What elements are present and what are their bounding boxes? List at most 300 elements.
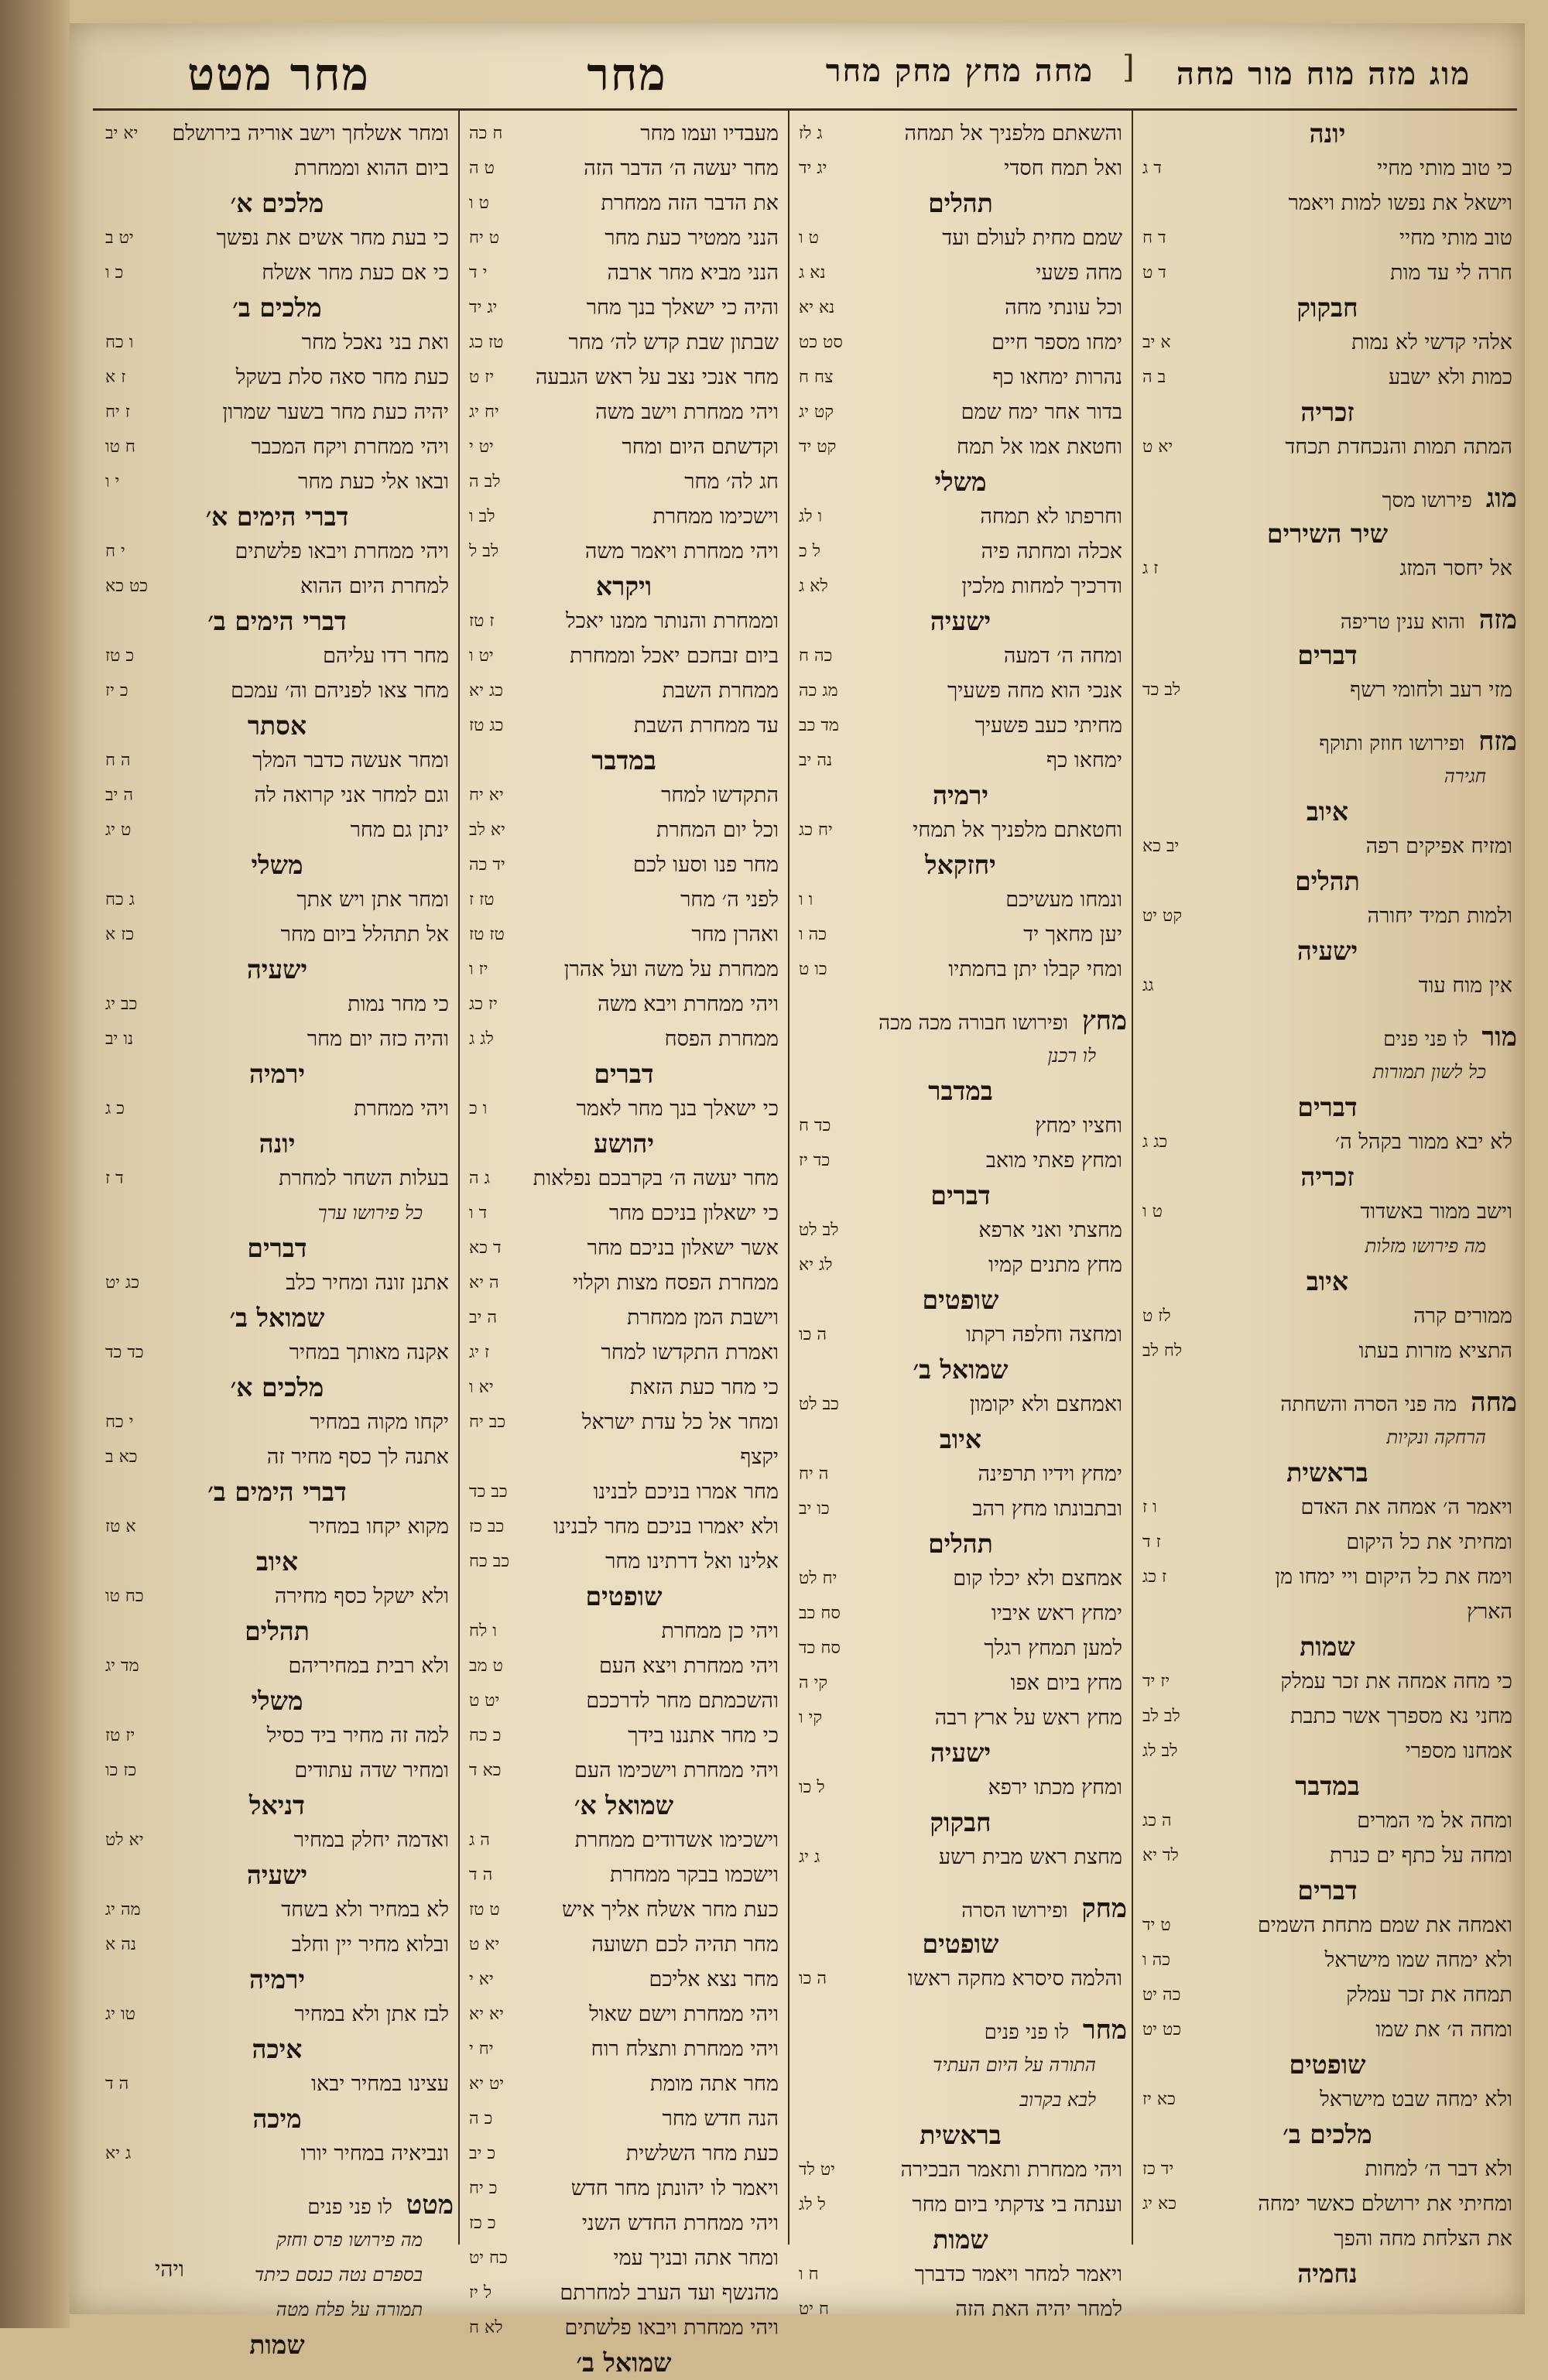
- citation-text: ימחץ וידיו תרפינה: [978, 1462, 1122, 1486]
- verse-reference: כא יג: [1142, 2194, 1176, 2214]
- verse-reference: לב לב: [1142, 1707, 1180, 1726]
- verse-reference: קט יד: [799, 437, 837, 457]
- book-heading: דברי הימים ב׳: [207, 1477, 347, 1507]
- citation-text: כעת מחר השלשית: [625, 2142, 779, 2166]
- citation-line: [464, 1022, 783, 1056]
- citation-text: מחצתי ואני ארפא: [978, 1218, 1122, 1242]
- citation-line: [1138, 551, 1517, 586]
- verse-reference: כג יא: [469, 681, 503, 700]
- citation-line: [464, 360, 783, 395]
- verse-reference: ל לג: [799, 2195, 826, 2214]
- book-heading: מלכים א׳: [230, 188, 324, 218]
- book-heading: שופטים: [585, 1581, 663, 1611]
- verse-reference: יא יא: [469, 2005, 504, 2024]
- verse-reference: נו יב: [105, 1029, 134, 1049]
- book-heading: מיכה: [252, 2104, 302, 2134]
- citation-text: כעת מחר סאה סלת בשקל: [235, 365, 449, 389]
- citation-line: [794, 743, 1127, 778]
- citation-line: [794, 1561, 1127, 1596]
- citation-line: [794, 2187, 1127, 2222]
- book-heading: יונה: [1309, 118, 1346, 149]
- verse-reference: ח טו: [105, 437, 135, 457]
- citation-line: [464, 778, 783, 813]
- book-heading: ישעיה: [246, 1860, 308, 1890]
- citation-line: [794, 1213, 1127, 1248]
- citation-text: ויהי ממחרת ותאמר הבכירה: [900, 2158, 1122, 2182]
- citation-line: [794, 430, 1127, 464]
- citation-line: [101, 1892, 454, 1927]
- headword: מחץ: [1082, 1005, 1127, 1036]
- citation-text: הנה חדש מחר: [662, 2107, 779, 2131]
- citation-line: [101, 464, 454, 499]
- spacer: [794, 1996, 1127, 2013]
- verse-reference: ד ז: [105, 1169, 124, 1188]
- verse-reference: ט ו: [1142, 1202, 1163, 1221]
- citation-line: [101, 569, 454, 604]
- book-heading: דברים: [594, 1059, 654, 1089]
- citation-text: ומחה ה׳ דמעה: [1003, 644, 1122, 668]
- header-rule: [93, 108, 1517, 111]
- verse-reference: א יב: [1142, 333, 1171, 352]
- verse-reference: סט כט: [799, 333, 843, 352]
- citation-text: ולא ימחה שמו מישראל: [1324, 1948, 1512, 1972]
- verse-reference: לד יא: [1142, 1846, 1179, 1865]
- verse-reference: ט ו: [469, 193, 489, 213]
- citation-text: הנני ממטיר כעת מחר: [604, 226, 779, 250]
- column-1: [1138, 116, 1517, 2289]
- verse-reference: כח טו: [105, 1587, 144, 1606]
- spacer: [101, 2171, 454, 2188]
- verse-reference: יז יד: [1142, 1672, 1170, 1691]
- citation-text: יקצף: [740, 1445, 779, 1469]
- citation-text: מחה פשעי: [1036, 261, 1122, 285]
- verse-reference: יא ט: [469, 1935, 500, 1954]
- verse-reference: כ יח: [469, 2179, 498, 2198]
- verse-reference: ה יב: [469, 1308, 498, 1327]
- citation-line: [464, 1474, 783, 1509]
- citation-text: ויהי ממחרת וישכימו העם: [574, 1758, 779, 1782]
- spacer: [1138, 1003, 1517, 1020]
- verse-reference: כג טז: [469, 716, 504, 735]
- book-heading: במדבר: [591, 745, 656, 776]
- book-heading: משלי: [934, 467, 987, 497]
- citation-text: אשר ישאלון בניכם מחר: [587, 1236, 779, 1260]
- citation-text: ומחר אתה ובניך עמי: [613, 2246, 779, 2270]
- headword: מחה: [1471, 1387, 1517, 1418]
- spacer: [1138, 586, 1517, 603]
- citation-line: [1138, 1664, 1517, 1699]
- book-heading: דברי הימים א׳: [205, 502, 349, 532]
- citation-line: [1138, 1194, 1517, 1229]
- citation-line: [101, 1440, 454, 1474]
- citation-line: [464, 1231, 783, 1265]
- citation-text: מחר פנו וסעו לכם: [633, 853, 779, 877]
- citation-line: [464, 290, 783, 325]
- citation-text: ויהי כן ממחרת: [661, 1619, 779, 1643]
- verse-reference: לא ג: [799, 577, 828, 596]
- headword: מחר: [1083, 2015, 1127, 2046]
- citation-text: ולמות תמיד יחורה: [1367, 904, 1512, 928]
- citation-line: [1138, 1334, 1517, 1368]
- citation-text: לבז אתן ולא במחיר: [294, 2002, 449, 2026]
- verse-reference: יא לט: [105, 1830, 144, 1850]
- citation-text: ממורים קרה: [1413, 1304, 1512, 1328]
- book-heading: דברים: [1297, 1092, 1358, 1122]
- headword-gloss: לו פני פנים: [984, 2021, 1070, 2044]
- citation-line: [101, 1091, 454, 1126]
- citation-line: [1138, 1125, 1517, 1159]
- citation-line: [101, 534, 454, 569]
- citation-text: אקנה מאותך במחיר: [289, 1341, 449, 1365]
- book-heading: ויקרא: [595, 571, 652, 601]
- citation-line: [464, 2032, 783, 2067]
- entry-note: מה פירושו מזלות: [1365, 1235, 1486, 1257]
- verse-reference: ה כו: [799, 1969, 827, 1988]
- verse-reference: לב לג: [1142, 1741, 1178, 1761]
- verse-reference: לח לב: [1142, 1341, 1183, 1361]
- citation-line: [464, 1892, 783, 1927]
- verse-reference: יח יג: [469, 402, 499, 422]
- verse-reference: כב יג: [105, 995, 138, 1014]
- citation-line: [101, 1579, 454, 1614]
- book-heading: דברים: [1297, 1875, 1358, 1906]
- verse-reference: צח ח: [799, 368, 834, 387]
- citation-line: [1138, 899, 1517, 933]
- verse-reference: ג ה: [469, 1169, 490, 1188]
- citation-text: מחר אתה מומת: [650, 2072, 779, 2096]
- citation-line: [794, 534, 1127, 569]
- citation-text: ממחרת השבת: [662, 679, 779, 703]
- column-2: [794, 116, 1127, 2321]
- citation-text: ויהי ממחרת: [354, 1097, 449, 1121]
- verse-reference: יב כא: [1142, 837, 1180, 856]
- citation-text: ממחרת הפסח מצות וקלוי: [573, 1271, 779, 1295]
- citation-text: מחר תהיה לכם תשועה: [591, 1933, 779, 1957]
- verse-reference: ט ה: [469, 159, 495, 178]
- verse-reference: ג כח: [105, 890, 135, 909]
- citation-text: וענתה בי צדקתי ביום מחר: [912, 2193, 1122, 2217]
- book-heading: משלי: [251, 1686, 303, 1716]
- citation-text: וממחרת והנותר ממנו יאכל: [565, 609, 779, 633]
- verse-reference: נא ג: [799, 263, 826, 283]
- citation-text: ומחה על כתף ים כנרת: [1330, 1844, 1512, 1868]
- verse-reference: יד כה: [469, 855, 505, 875]
- citation-text: כי אם כעת מחר אשלח: [262, 261, 449, 285]
- citation-text: את הדבר הזה ממחרת: [601, 191, 779, 215]
- citation-line: [794, 1143, 1127, 1178]
- verse-reference: קי ה: [799, 1673, 828, 1693]
- citation-text: ויהי ממחרת החדש השני: [581, 2211, 779, 2235]
- verse-reference: סח כב: [799, 1604, 841, 1623]
- verse-reference: יט ו: [469, 646, 494, 666]
- entry-headword: [794, 2013, 1127, 2048]
- citation-line: [101, 1161, 454, 1196]
- citation-text: התקדשו למחר: [661, 783, 779, 807]
- citation-line: [1138, 360, 1517, 395]
- citation-text: מחני נא מספרך אשר כתבת: [1290, 1704, 1512, 1728]
- verse-reference: כג יט: [105, 1273, 140, 1293]
- entry-headword: [1138, 481, 1517, 516]
- verse-reference: ה ג: [469, 1830, 490, 1850]
- entry-note: תמורה על פלח מטה: [276, 2299, 423, 2320]
- verse-reference: יט יא: [469, 2074, 505, 2094]
- verse-reference: כח יט: [469, 2248, 508, 2268]
- citation-line: [794, 1666, 1127, 1700]
- verse-reference: ט יג: [105, 820, 132, 840]
- citation-text: כי מחר נמות: [348, 992, 449, 1016]
- citation-line: [464, 1683, 783, 1718]
- citation-line: [464, 395, 783, 430]
- citation-text: יען מחאך יד: [1023, 923, 1122, 947]
- citation-line: [101, 2067, 454, 2101]
- citation-line: [101, 1927, 454, 1962]
- verse-reference: כב לט: [799, 1395, 839, 1414]
- citation-text: ואמרת התקדשו למחר: [601, 1341, 779, 1365]
- verse-reference: יח כג: [799, 820, 833, 840]
- header-col-3: מחר: [587, 48, 667, 101]
- entry-headword: [1138, 603, 1517, 638]
- entry-note: לו רכנן: [1047, 1045, 1096, 1067]
- citation-text: מזי רעב ולחומי רשף: [1350, 678, 1512, 702]
- citation-line: [464, 1440, 783, 1474]
- verse-reference: כז א: [105, 925, 135, 944]
- citation-line: [1138, 1699, 1517, 1734]
- citation-line: [794, 290, 1127, 325]
- citation-line: [101, 1509, 454, 1544]
- citation-text: והיה כי ישאלך בנך מחר: [586, 296, 779, 320]
- book-heading: ישעיה: [1296, 936, 1358, 966]
- citation-text: וישכימו אשדודים ממחרת: [574, 1828, 779, 1852]
- verse-reference: לב ו: [469, 507, 495, 526]
- verse-reference: כב יח: [469, 1413, 506, 1432]
- citation-line: [1138, 2012, 1517, 2047]
- citation-text: וכל יום המחרת: [656, 818, 779, 842]
- citation-text: והיה כזה יום מחר: [307, 1027, 449, 1051]
- citation-text: את הצלחת מחה והפך: [1334, 2227, 1512, 2251]
- verse-reference: יט ט: [469, 1691, 500, 1711]
- entry-note: התורה על היום העתיד: [933, 2054, 1096, 2076]
- verse-reference: כה ו: [799, 925, 827, 944]
- spacer: [1138, 707, 1517, 724]
- citation-line: [101, 917, 454, 952]
- citation-line: [101, 778, 454, 813]
- verse-reference: ה יא: [469, 1273, 499, 1293]
- verse-reference: יז כג: [469, 995, 498, 1014]
- citation-text: למען תמחץ רגלך: [984, 1636, 1122, 1660]
- citation-text: וגם למחר אני קרואה לה: [254, 783, 449, 807]
- citation-text: אל תתהלל ביום מחר: [280, 923, 449, 947]
- verse-reference: כא ב: [105, 1447, 138, 1467]
- headword-gloss: ופירושו חוזק ותוקף: [1319, 732, 1465, 755]
- citation-text: וישב ממור באשדוד: [1360, 1200, 1512, 1224]
- citation-line: [101, 1265, 454, 1300]
- verse-reference: כ כח: [469, 1726, 502, 1745]
- citation-text: ומחר אשלחך וישב אוריה בירושלם: [172, 122, 449, 146]
- book-heading: חבקוק: [1296, 293, 1358, 323]
- citation-line: [101, 1335, 454, 1370]
- headword-gloss: ופירושו הסרה: [961, 1899, 1068, 1923]
- citation-line: [101, 1649, 454, 1683]
- entry-headword: [794, 1004, 1127, 1039]
- book-heading: שמות: [933, 2224, 988, 2255]
- book-binding: [0, 0, 70, 2328]
- verse-reference: יז ו: [469, 960, 488, 979]
- column-rule-1: [1132, 108, 1133, 2245]
- book-heading: משלי: [251, 850, 303, 880]
- headword: מור: [1481, 1022, 1517, 1053]
- verse-reference: לא ח: [469, 2318, 503, 2337]
- verse-reference: י ו: [105, 472, 120, 491]
- citation-text: ומחר אתן ויש אתך: [296, 888, 449, 912]
- verse-reference: ה ח: [105, 751, 131, 770]
- citation-text: כי מחר כעת הזאת: [630, 1375, 779, 1399]
- entry-note: לבא בקרוב: [1019, 2089, 1096, 2111]
- verse-reference: כ כז: [469, 2214, 496, 2233]
- headword-gloss: לו פני פנים: [1383, 1028, 1468, 1051]
- citation-line: [464, 882, 783, 917]
- citation-text: ומחץ מכתו ירפא: [988, 1776, 1122, 1800]
- verse-reference: ט מב: [469, 1656, 503, 1676]
- verse-reference: יא לב: [469, 820, 505, 840]
- citation-text: שמם מחית לעולם ועד: [942, 226, 1122, 250]
- spacer: [1138, 1368, 1517, 1385]
- citation-line: [794, 1491, 1127, 1526]
- citation-text: מחץ ראש על ארץ רבה: [934, 1706, 1122, 1730]
- citation-text: ויהי ממחרת ויבאו פלשתים: [564, 2316, 779, 2340]
- citation-text: ומחיתי את כל היקום: [1346, 1530, 1512, 1554]
- verse-reference: יא ט: [1142, 437, 1173, 457]
- citation-line: [101, 813, 454, 848]
- book-heading: חבקוק: [930, 1807, 991, 1837]
- citation-text: וחרפתו לא תמחה: [980, 505, 1122, 529]
- verse-reference: א טז: [105, 1517, 136, 1536]
- citation-line: [794, 1387, 1127, 1422]
- citation-text: ינתן גם מחר: [350, 818, 449, 842]
- citation-line: [464, 2310, 783, 2345]
- citation-line: [101, 1997, 454, 2032]
- citation-line: [1138, 1594, 1517, 1629]
- citation-text: ומחיתי את ירושלם כאשר ימחה: [1258, 2192, 1512, 2216]
- verse-reference: יט י: [469, 437, 494, 457]
- citation-line: [464, 2067, 783, 2101]
- header-col-2: מחה מחץ מחק מחר: [825, 53, 1094, 89]
- citation-line: [464, 1265, 783, 1300]
- citation-text: אמחצם ולא יכלו קום: [953, 1567, 1122, 1591]
- citation-line: [794, 1457, 1127, 1491]
- citation-line: [794, 151, 1127, 186]
- citation-line: [794, 221, 1127, 255]
- column-rule-3: [458, 108, 460, 2245]
- book-heading: זכריה: [1300, 1162, 1354, 1192]
- entry-note: בספרם נטה כנסם כיתד: [254, 2264, 423, 2286]
- book-heading: תהלים: [1295, 866, 1360, 896]
- verse-reference: ל כ: [799, 542, 821, 561]
- verse-reference: כא יז: [1142, 2090, 1176, 2109]
- citation-line: [101, 673, 454, 708]
- citation-line: [101, 221, 454, 255]
- verse-reference: ה ד: [469, 1865, 493, 1885]
- verse-reference: כה יט: [1142, 1985, 1181, 2005]
- citation-line: [464, 2206, 783, 2241]
- citation-line: [464, 952, 783, 987]
- verse-reference: ו ו: [799, 890, 813, 909]
- verse-reference: כב כז: [469, 1517, 505, 1536]
- verse-reference: יא יח: [469, 786, 504, 805]
- book-heading: שיר השירים: [1266, 519, 1389, 549]
- header-col-1: מוג מזה מוח מור מחה: [1176, 56, 1471, 92]
- verse-reference: לב ה: [469, 472, 501, 491]
- verse-reference: יד כז: [1142, 2159, 1174, 2179]
- citation-text: והשאתם מלפניך אל תמחה: [904, 122, 1122, 146]
- citation-text: כי ישאלך בנך מחר לאמר: [576, 1097, 779, 1121]
- citation-line: [101, 743, 454, 778]
- citation-text: למה זה מחיר ביד כסיל: [266, 1724, 449, 1748]
- header-bracket-mark: ]: [1122, 50, 1135, 85]
- headword: מטט: [406, 2190, 454, 2221]
- column-rule-2: [788, 108, 789, 2245]
- citation-line: [101, 325, 454, 360]
- book-heading: דברי הימים ב׳: [207, 606, 347, 636]
- citation-text: ודרכיך למחות מלכין: [961, 574, 1122, 598]
- citation-text: התציא מזרות בעתו: [1358, 1339, 1512, 1363]
- citation-text: ביום זבחכם יאכל וממחרת: [570, 644, 779, 668]
- citation-text: אנכי הוא מחה פשעיך: [947, 679, 1122, 703]
- citation-text: כי בעת מחר אשים את נפשך: [216, 226, 449, 250]
- citation-line: [1138, 829, 1517, 864]
- citation-line: [464, 1161, 783, 1196]
- citation-text: ובתבונתו מחץ רהב: [972, 1497, 1122, 1521]
- citation-line: [101, 151, 454, 186]
- citation-line: [1138, 1943, 1517, 1978]
- citation-text: ויאמר ה׳ אמחה את האדם: [1300, 1495, 1512, 1519]
- citation-text: ולא ישקל כסף מחירה: [274, 1584, 449, 1608]
- citation-line: [464, 2101, 783, 2136]
- citation-text: אין מוח עוד: [1418, 974, 1512, 998]
- citation-text: וחציו ימחץ: [1035, 1114, 1122, 1138]
- citation-line: [464, 1927, 783, 1962]
- citation-text: נהרות ימחאו כף: [992, 365, 1122, 389]
- citation-text: בעלות השחר למחרת: [279, 1166, 449, 1190]
- verse-reference: ז כג: [1142, 1567, 1167, 1587]
- citation-line: [794, 325, 1127, 360]
- verse-reference: ד ט: [1142, 263, 1166, 283]
- verse-reference: קט יט: [1142, 906, 1183, 926]
- citation-text: וכל עונתי מחה: [1005, 296, 1122, 320]
- citation-text: ממחרת על משה ועל אהרן: [563, 957, 779, 981]
- book-heading: שופטים: [922, 1929, 999, 1959]
- citation-text: ויהי ממחרת וישם שאול: [589, 2002, 779, 2026]
- citation-text: המתה תמות והנכחדת תכחד: [1285, 435, 1512, 459]
- citation-line: [101, 1405, 454, 1440]
- citation-line: [1138, 1560, 1517, 1594]
- citation-text: מחיתי כעב פשעיך: [974, 714, 1122, 738]
- citation-text: חג לה׳ מחר: [684, 470, 779, 494]
- verse-reference: כג ג: [1142, 1132, 1168, 1152]
- citation-line: [794, 1317, 1127, 1352]
- citation-text: ויהי ממחרת ויקח המכבר: [251, 435, 449, 459]
- citation-text: יהיה כעת מחר בשער שמרון: [222, 400, 449, 424]
- citation-line: [464, 673, 783, 708]
- citation-line: [1138, 255, 1517, 290]
- citation-text: ויהי ממחרת ויבאו פלשתים: [235, 539, 449, 563]
- citation-line: [794, 952, 1127, 987]
- citation-line: [794, 1840, 1127, 1875]
- verse-reference: ד ו: [469, 1204, 488, 1223]
- citation-text: ובאו אלי כעת מחר: [298, 470, 449, 494]
- citation-text: בדור אחר ימח שמם: [961, 400, 1122, 424]
- citation-line: [101, 2136, 454, 2171]
- verse-reference: לב כד: [1142, 680, 1181, 700]
